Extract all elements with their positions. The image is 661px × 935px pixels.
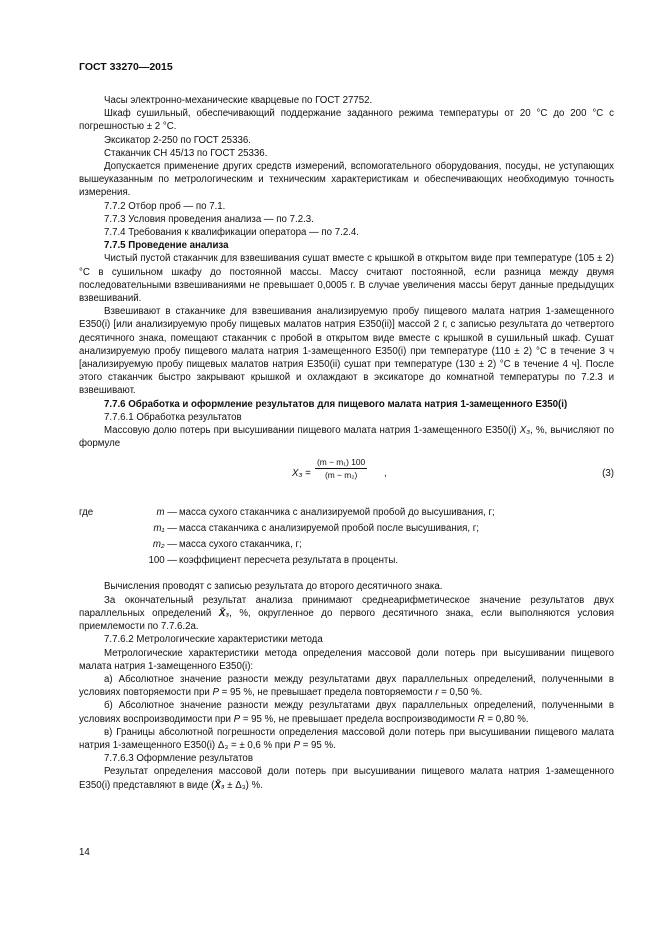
text-paragraph: Метрологические характеристики метода определения массовой доли потерь при высушивании пищевого малата натрия 1-замещенного Е350(i): [79, 647, 614, 672]
section-item: 7.7.3 Условия проведения анализа — по 7.2.3. [104, 213, 314, 225]
section-item: 7.7.2 Отбор проб — по 7.1. [104, 200, 226, 212]
text-paragraph: б) Абсолютное значение разности между результатами двух параллельных определений, полученными в условиях воспроизводимости при P = 95 %, не превышает предела воспроизводимости R = 0,80 %. [79, 700, 614, 725]
legend-symbol: 100 — [148, 555, 177, 567]
legend-symbol: m — [156, 507, 177, 519]
formula-legend [79, 506, 614, 570]
symbol-x3: X₃ [519, 425, 531, 437]
symbol-x3-bar: X̄₃ [218, 607, 230, 619]
legend-row [79, 522, 614, 538]
page-content [79, 94, 614, 792]
legend-description: коэффициент пересчета результата в проценты. [179, 555, 399, 567]
text-paragraph: Допускается применение других средств измерений, вспомогательного оборудования, посуды, не уступающих вышеуказанным по метрологическим и техническим характеристикам и обеспечивающих необходимую точность измерения. [79, 161, 614, 199]
legend-description: масса сухого стаканчика с анализируемой пробой до высушивания, г; [179, 507, 495, 519]
text-paragraph: Часы электронно-механические кварцевые по ГОСТ 27752. [104, 95, 373, 106]
subsection-heading: 7.7.6.2 Метрологические характеристики метода [104, 634, 323, 646]
text-paragraph: Результат определения массовой доли потерь при высушивании пищевого малата натрия 1-замещенного Е350(i) представляют в виде (X̄₃ ± Δ₃) %. [79, 766, 614, 791]
text-paragraph: Чистый пустой стаканчик для взвешивания сушат вместе с крышкой в открытом виде при температуре (105 ± 2) °С в сушильном шкафу до постоянной массы. Массу считают постоянной, если разница между двумя последовательными взвешиваниями не превышает 0,0005 г. В случае увеличения массы берут данные предыдущих взвешиваний. [79, 253, 614, 305]
subsection-heading: 7.7.6.1 Обработка результатов [104, 411, 242, 423]
text-paragraph: а) Абсолютное значение разности между результатами двух параллельных определений, полученными в условиях повторяемости при P = 95 %, не превышает предела повторяемости r = 0,50 %. [79, 673, 614, 699]
formula-numerator: (m − m₁) 100 [317, 457, 366, 468]
text-paragraph: Шкаф сушильный, обеспечивающий поддержание заданного режима температуры от 20 °С до 200 °С с погрешностью ± 2 °С. [79, 108, 614, 133]
formula-trailing: , [384, 468, 387, 480]
formula-3 [79, 454, 614, 494]
legend-row [79, 538, 614, 554]
text-paragraph: За окончательный результат анализа принимают среднеарифметическое значение результатов двух параллельных определений X̄₃, %, округленное до первого десятичного знака, если выполняются условия приемлемости по 7.7.6.2а. [79, 594, 614, 633]
text-paragraph: Эксикатор 2-250 по ГОСТ 25336. [104, 134, 251, 146]
legend-description: масса стаканчика с анализируемой пробой после высушивания, г; [179, 523, 479, 535]
legend-symbol: m₁ — [153, 523, 177, 535]
section-item: 7.7.4 Требования к квалификации оператора — по 7.2.4. [104, 227, 359, 239]
text-paragraph: Вычисления проводят с записью результата до второго десятичного знака. [104, 581, 443, 593]
formula-number: (3) [602, 468, 614, 480]
subsection-heading: 7.7.6.3 Оформление результатов [104, 753, 253, 765]
legend-row [79, 554, 614, 570]
formula-lhs: X₃ = [292, 468, 311, 480]
text-paragraph: в) Границы абсолютной погрешности определения массовой доли потерь при высушивании пищевого малата натрия 1-замещенного Е350(i) Δ₃ = ± 0,6 % при P = 95 %. [79, 726, 614, 751]
legend-where: где [79, 507, 94, 519]
document-standard-header: ГОСТ 33270—2015 [79, 61, 173, 73]
section-heading: 7.7.5 Проведение анализа [104, 240, 229, 252]
text-paragraph: Взвешивают в стаканчике для взвешивания анализируемую пробу пищевого малата натрия 1-замещенного Е350(i) [или анализируемую пробу пищевых малатов натрия Е350(ii)] массой 2 г, с записью результата до четвертого десятичного знака, помещают стаканчик с пробой в открытом виде вместе с крышкой в сушильный шкаф. Сушат анализируемую пробу пищевого малата натрия 1-замещенного Е350(i) при температуре (110 ± 2) °С в течение 3 ч [анализируемую пробу пищевых малатов натрия Е350(ii) сушат при температуре (130 ± 2) °С в течение 4 ч]. После этого стаканчик быстро закрывают крышкой и охлаждают в эксикаторе до комнатной температуры по 7.2.3 и взвешивают. [79, 306, 614, 397]
legend-description: масса сухого стаканчика, г; [179, 539, 302, 551]
formula-fraction [315, 456, 367, 481]
text-paragraph: Стаканчик СН 45/13 по ГОСТ 25336. [104, 147, 268, 159]
section-heading: 7.7.6 Обработка и оформление результатов для пищевого малата натрия 1-замещенного Е350(i) [104, 398, 568, 410]
text-paragraph: Массовую долю потерь при высушивании пищевого малата натрия 1-замещенного Е350(i) X₃, %, вычисляют по формуле [79, 425, 614, 450]
legend-row [79, 506, 614, 522]
formula-denominator: (m − m₂) [324, 470, 358, 481]
legend-symbol: m₂ — [152, 539, 177, 551]
page-number: 14 [79, 847, 90, 858]
